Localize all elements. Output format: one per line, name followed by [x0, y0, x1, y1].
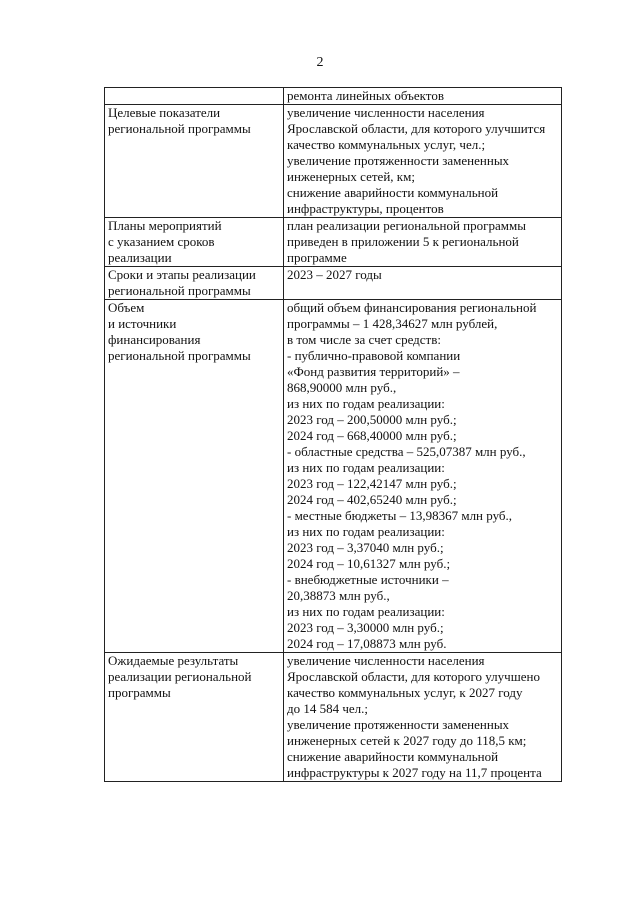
row-content: план реализации региональной программы приведен в приложении 5 к региональной программе	[284, 218, 562, 267]
row-content: ремонта линейных объектов	[284, 88, 562, 105]
table-row	[105, 218, 562, 267]
row-label: Планы мероприятий с указанием сроков реализации	[105, 218, 284, 267]
table-row	[105, 653, 562, 782]
row-label: Целевые показатели региональной программы	[105, 105, 284, 218]
row-content: 2023 – 2027 годы	[284, 267, 562, 300]
row-label: Объем и источники финансирования региональной программы	[105, 300, 284, 653]
row-label: Ожидаемые результаты реализации региональной программы	[105, 653, 284, 782]
table-row	[105, 300, 562, 653]
row-label	[105, 88, 284, 105]
row-content: общий объем финансирования региональной программы – 1 428,34627 млн рублей, в том числе за счет средств: - публично-правовой компании «Фонд развития территорий» – 868,90000 млн руб., из них по годам реализации: 2023 год – 200,50000 млн руб.; 2024 год – 668,40000 млн руб.; - областные средства – 525,07387 млн руб., из них по годам реализации: 2023 год – 122,42147 млн руб.; 2024 год – 402,65240 млн руб.; - местные бюджеты – 13,98367 млн руб., из них по годам реализации: 2023 год – 3,37040 млн руб.; 2024 год – 10,61327 млн руб.; - внебюджетные источники – 20,38873 млн руб., из них по годам реализации: 2023 год – 3,30000 млн руб.; 2024 год – 17,08873 млн руб.	[284, 300, 562, 653]
program-passport-table	[104, 87, 562, 782]
row-content: увеличение численности населения Ярославской области, для которого улучшится качество коммунальных услуг, чел.; увеличение протяженности замененных инженерных сетей, км; снижение аварийности коммунальной инфраструктуры, процентов	[284, 105, 562, 218]
row-label: Сроки и этапы реализации региональной программы	[105, 267, 284, 300]
table-row	[105, 267, 562, 300]
row-content: увеличение численности населения Ярославской области, для которого улучшено качество коммунальных услуг, к 2027 году до 14 584 чел.; увеличение протяженности замененных инженерных сетей к 2027 году до 118,5 км; снижение аварийности коммунальной инфраструктуры к 2027 году на 11,7 процента	[284, 653, 562, 782]
table-row	[105, 105, 562, 218]
page-number: 2	[316, 55, 324, 70]
table-row	[105, 88, 562, 105]
